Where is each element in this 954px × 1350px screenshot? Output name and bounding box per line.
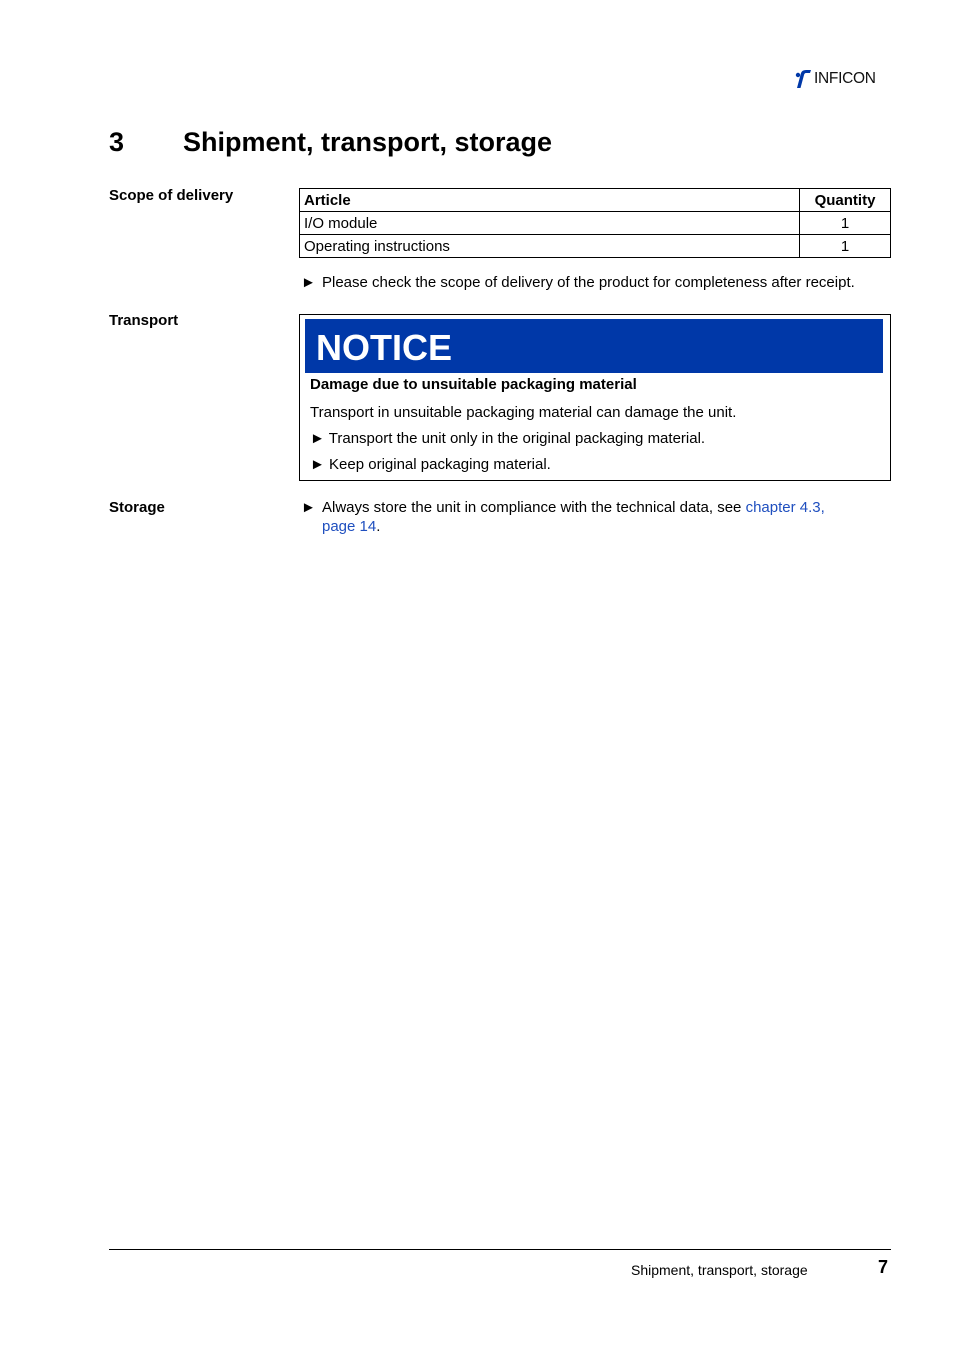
table-cell-quantity: 1 [800, 235, 891, 258]
inficon-logo-icon [794, 69, 812, 89]
notice-text: Transport in unsuitable packaging material can damage the unit. [310, 404, 737, 421]
table-cell-quantity: 1 [800, 212, 891, 235]
notice-heading: Damage due to unsuitable packaging material [310, 376, 637, 393]
page-link[interactable]: page 14 [322, 518, 377, 535]
column-header-article: Article [300, 189, 800, 212]
table-cell-article: I/O module [300, 212, 800, 235]
inficon-logo [794, 68, 876, 90]
notice-step [310, 456, 551, 473]
arrow-icon: ► [301, 274, 316, 291]
page-number: 7 [878, 1257, 889, 1277]
storage-text: Always store the unit in compliance with the technical data, see [322, 499, 746, 516]
notice-box [299, 314, 891, 481]
chapter-title-text: Shipment, transport, storage [183, 127, 553, 157]
notice-step-text: Keep original packaging material. [329, 456, 551, 473]
chapter-link[interactable]: chapter 4.3, [745, 499, 825, 516]
scope-label: Scope of delivery [109, 187, 234, 204]
arrow-icon: ► [310, 456, 325, 473]
brand-name: INFICON [814, 70, 876, 87]
arrow-icon: ► [310, 430, 325, 447]
chapter-number: 3 [109, 127, 125, 157]
chapter-title [109, 127, 552, 158]
transport-label: Transport [109, 312, 179, 329]
notice-step-text: Transport the unit only in the original packaging material. [328, 430, 706, 447]
storage-instruction [301, 498, 825, 536]
footer-rule [109, 1249, 891, 1250]
table-header-row [300, 189, 891, 212]
notice-step [310, 430, 705, 447]
footer-section-title: Shipment, transport, storage [631, 1262, 808, 1278]
table-cell-article: Operating instructions [300, 235, 800, 258]
table-row [300, 212, 891, 235]
storage-label: Storage [109, 499, 165, 516]
scope-instruction [301, 273, 855, 292]
arrow-icon: ► [301, 499, 316, 516]
table-row [300, 235, 891, 258]
delivery-table [299, 188, 891, 258]
scope-instruction-text: Please check the scope of delivery of the product for completeness after receipt. [322, 274, 855, 291]
notice-signal-word: NOTICE [316, 327, 453, 368]
notice-banner [305, 319, 883, 373]
storage-end: . [376, 518, 381, 535]
column-header-quantity: Quantity [800, 189, 891, 212]
